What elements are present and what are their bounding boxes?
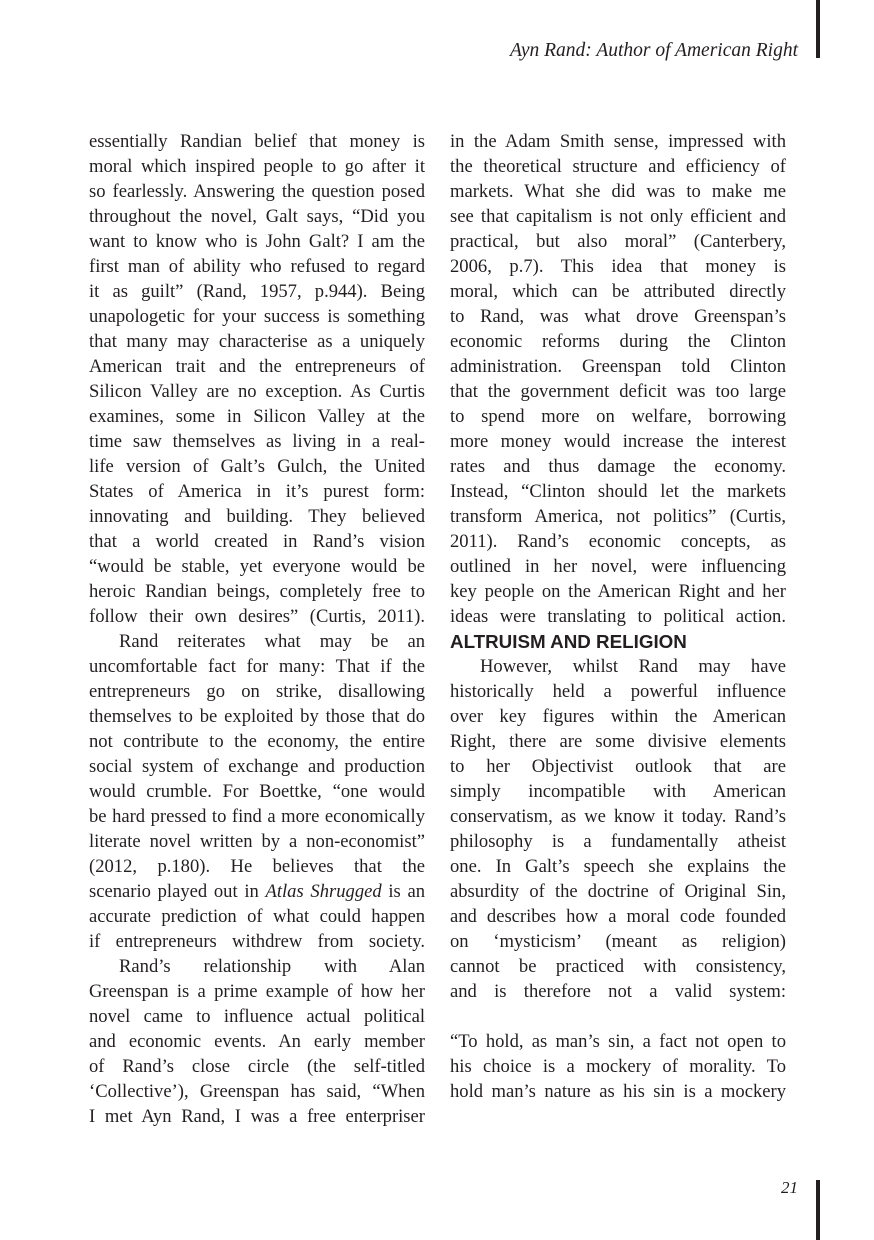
body-text-line: themselves to be exploited by those that do bbox=[89, 706, 425, 727]
top-margin-rule bbox=[816, 0, 820, 58]
body-text-line: economic reforms during the Clinton bbox=[450, 331, 786, 352]
body-text-line: if entrepreneurs withdrew from society. bbox=[89, 931, 425, 952]
body-text-line: social system of exchange and production bbox=[89, 756, 425, 777]
body-text-line: be hard pressed to find a more economically bbox=[89, 806, 425, 827]
body-text-line: key people on the American Right and her bbox=[450, 581, 786, 602]
body-text-line: the theoretical structure and efficiency of bbox=[450, 156, 786, 177]
body-text-line: ideas were translating to political action. bbox=[450, 606, 786, 627]
quote-line: hold man’s nature as his sin is a mockery bbox=[450, 1081, 786, 1102]
body-text-line: to her Objectivist outlook that are bbox=[450, 756, 786, 777]
body-text-line: see that capitalism is not only efficient and bbox=[450, 206, 786, 227]
body-text-line: American trait and the entrepreneurs of bbox=[89, 356, 425, 377]
body-text-line: essentially Randian belief that money is bbox=[89, 131, 425, 152]
body-text-line: that the government deficit was too large bbox=[450, 381, 786, 402]
body-text-line: simply incompatible with American bbox=[450, 781, 786, 802]
body-text-line: to spend more on welfare, borrowing bbox=[450, 406, 786, 427]
body-text-line: so fearlessly. Answering the question posed bbox=[89, 181, 425, 202]
body-text-line: and describes how a moral code founded bbox=[450, 906, 786, 927]
body-text-line: heroic Randian beings, completely free to bbox=[89, 581, 425, 602]
body-text-line: conservatism, as we know it today. Rand’s bbox=[450, 806, 786, 827]
quote-line: “To hold, as man’s sin, a fact not open to bbox=[450, 1031, 786, 1052]
body-text-line: philosophy is a fundamentally atheist bbox=[450, 831, 786, 852]
body-text-line: administration. Greenspan told Clinton bbox=[450, 356, 786, 377]
body-text-line: that a world created in Rand’s vision bbox=[89, 531, 425, 552]
body-text-line: throughout the novel, Galt says, “Did you bbox=[89, 206, 425, 227]
body-text-line: 2006, p.7). This idea that money is bbox=[450, 256, 786, 277]
paragraph-first-line: However, whilst Rand may have bbox=[480, 656, 786, 677]
page-number: 21 bbox=[781, 1178, 798, 1197]
body-text-line: historically held a powerful influence bbox=[450, 681, 786, 702]
quote-line: his choice is a mockery of morality. To bbox=[450, 1056, 786, 1077]
body-text-line: first man of ability who refused to regard bbox=[89, 256, 425, 277]
body-text-line: innovating and building. They believed bbox=[89, 506, 425, 527]
book-title-italic: Atlas Shrugged bbox=[265, 881, 382, 902]
body-text-line: in the Adam Smith sense, impressed with bbox=[450, 131, 786, 152]
body-text-line: want to know who is John Galt? I am the bbox=[89, 231, 425, 252]
body-text-line: not contribute to the economy, the entire bbox=[89, 731, 425, 752]
body-text-line: accurate prediction of what could happen bbox=[89, 906, 425, 927]
text-run: scenario played out in bbox=[89, 881, 266, 902]
section-heading: ALTRUISM AND RELIGION bbox=[450, 631, 687, 652]
body-text-line: Right, there are some divisive elements bbox=[450, 731, 786, 752]
body-text-line: literate novel written by a non-economist” bbox=[89, 831, 425, 852]
body-text-line: life version of Galt’s Gulch, the United bbox=[89, 456, 425, 477]
body-text-line: uncomfortable fact for many: That if the bbox=[89, 656, 425, 677]
paragraph-first-line: Rand’s relationship with Alan bbox=[119, 956, 425, 977]
left-text-column bbox=[89, 129, 425, 1129]
body-text-line: novel came to influence actual political bbox=[89, 1006, 425, 1027]
body-text-line: it as guilt” (Rand, 1957, p.944). Being bbox=[89, 281, 425, 302]
body-text-line: cannot be practiced with consistency, bbox=[450, 956, 786, 977]
body-text-line: and economic events. An early member bbox=[89, 1031, 425, 1052]
body-text-line: “would be stable, yet everyone would be bbox=[89, 556, 425, 577]
body-text-line: follow their own desires” (Curtis, 2011). bbox=[89, 606, 425, 627]
body-text-line: outlined in her novel, were influencing bbox=[450, 556, 786, 577]
body-text-line: of Rand’s close circle (the self-titled bbox=[89, 1056, 425, 1077]
body-text-line: ‘Collective’), Greenspan has said, “When bbox=[89, 1081, 425, 1102]
paragraph-spacer bbox=[450, 1004, 786, 1029]
body-text-line: rates and thus damage the economy. bbox=[450, 456, 786, 477]
body-text-line: on ‘mysticism’ (meant as religion) bbox=[450, 931, 786, 952]
body-text-line: that many may characterise as a uniquely bbox=[89, 331, 425, 352]
body-text-line: one. In Galt’s speech she explains the bbox=[450, 856, 786, 877]
body-text-line: unapologetic for your success is something bbox=[89, 306, 425, 327]
body-text-line: Silicon Valley are no exception. As Curtis bbox=[89, 381, 425, 402]
body-text-line: Instead, “Clinton should let the markets bbox=[450, 481, 786, 502]
body-text-line: examines, some in Silicon Valley at the bbox=[89, 406, 425, 427]
body-text-line: over key figures within the American bbox=[450, 706, 786, 727]
body-text-line: transform America, not politics” (Curtis, bbox=[450, 506, 786, 527]
running-header-title: Ayn Rand: Author of American Right bbox=[510, 40, 798, 61]
body-text-line: moral which inspired people to go after it bbox=[89, 156, 425, 177]
bottom-margin-rule bbox=[816, 1180, 820, 1240]
body-text-line: 2011). Rand’s economic concepts, as bbox=[450, 531, 786, 552]
body-text-line: Greenspan is a prime example of how her bbox=[89, 981, 425, 1002]
body-text-line: would crumble. For Boettke, “one would bbox=[89, 781, 425, 802]
body-text-line: States of America in it’s purest form: bbox=[89, 481, 425, 502]
paragraph-first-line: Rand reiterates what may be an bbox=[119, 631, 425, 652]
body-text-line-with-title bbox=[89, 879, 425, 904]
body-text-line: I met Ayn Rand, I was a free enterpriser bbox=[89, 1106, 425, 1127]
body-text-line: time saw themselves as living in a real- bbox=[89, 431, 425, 452]
body-text-line: practical, but also moral” (Canterbery, bbox=[450, 231, 786, 252]
body-text-line: to Rand, was what drove Greenspan’s bbox=[450, 306, 786, 327]
text-run: is an bbox=[381, 881, 425, 902]
body-text-line: entrepreneurs go on strike, disallowing bbox=[89, 681, 425, 702]
body-text-line: (2012, p.180). He believes that the bbox=[89, 856, 425, 877]
body-text-line: more money would increase the interest bbox=[450, 431, 786, 452]
body-text-line: and is therefore not a valid system: bbox=[450, 981, 786, 1002]
body-text-line: markets. What she did was to make me bbox=[450, 181, 786, 202]
body-text-line: absurdity of the doctrine of Original Sin, bbox=[450, 881, 786, 902]
body-text-line: moral, which can be attributed directly bbox=[450, 281, 786, 302]
right-text-column bbox=[450, 129, 786, 1104]
